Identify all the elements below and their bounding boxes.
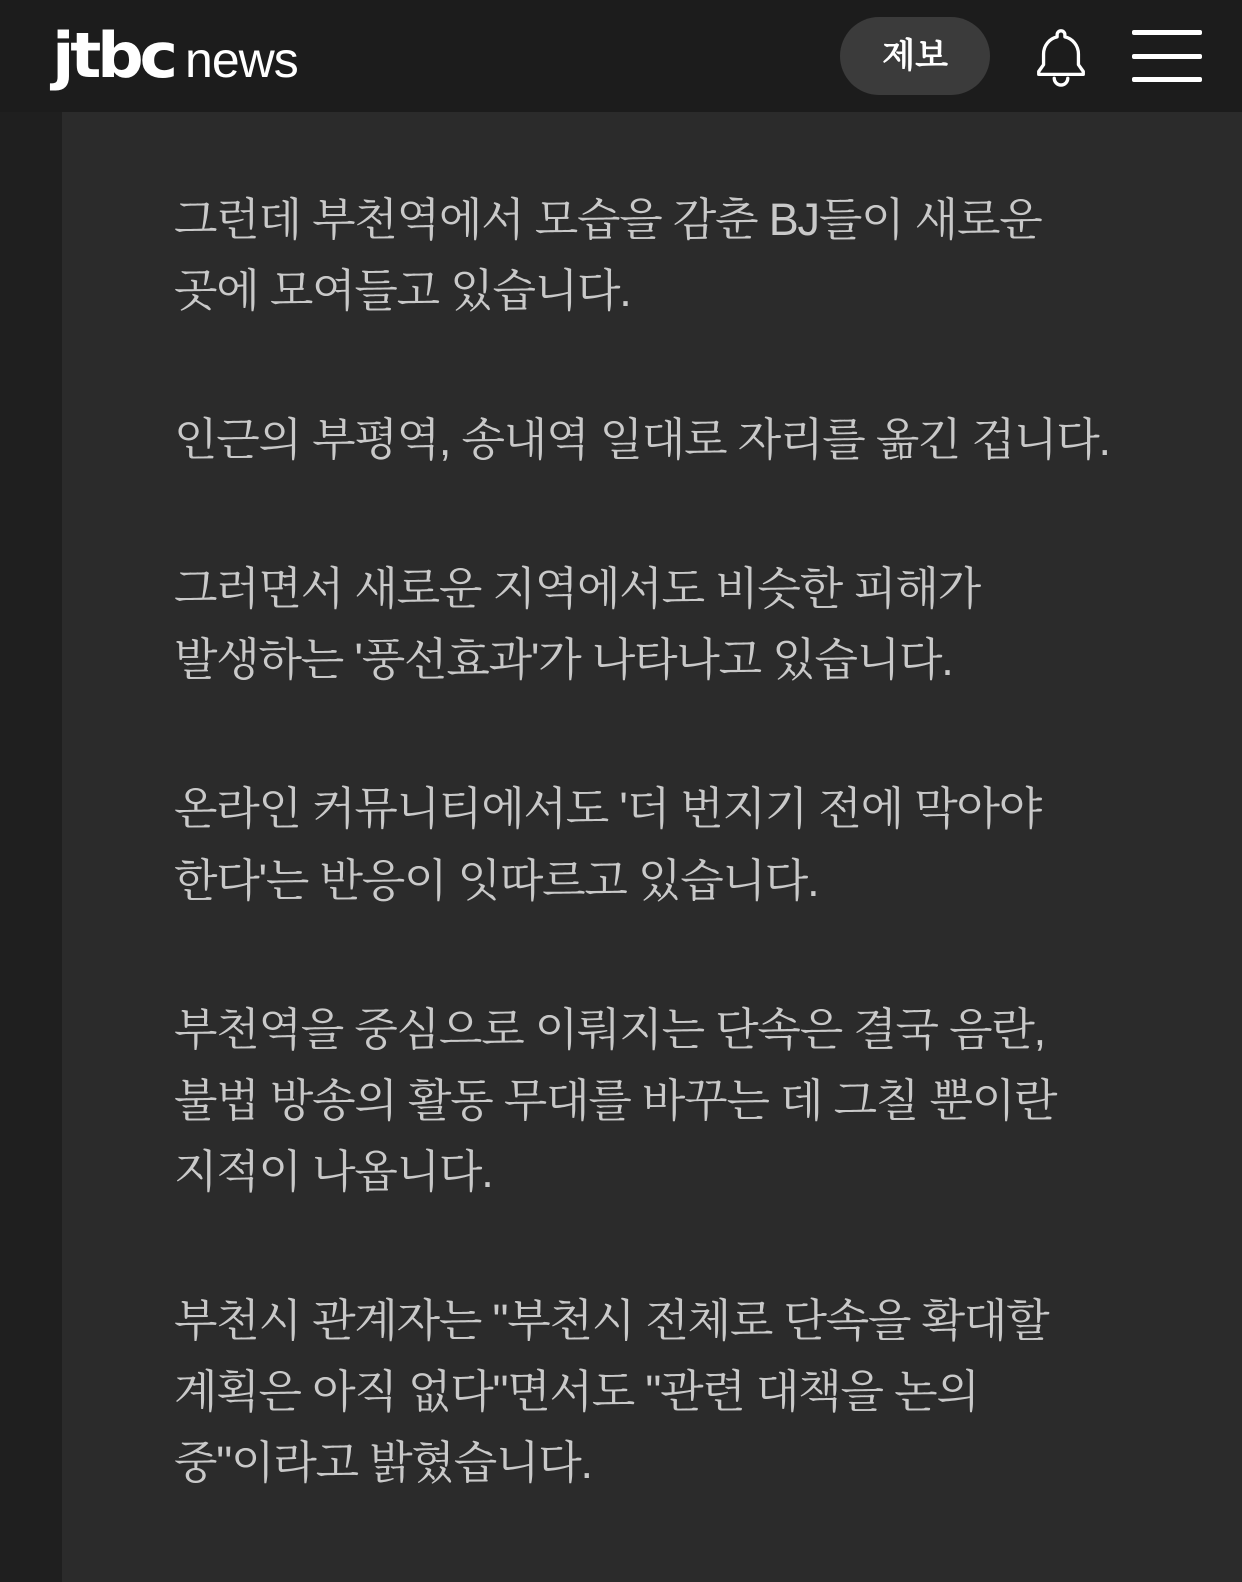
hamburger-menu-button[interactable] [1132, 30, 1202, 82]
left-gutter-bar [0, 112, 62, 1582]
article-container [0, 112, 1242, 1582]
article-paragraph: 그러면서 새로운 지역에서도 비슷한 피해가 발생하는 '풍선효과'가 나타나고 있습니다. [174, 563, 981, 686]
article-paragraph: 인근의 부평역, 송내역 일대로 자리를 옮긴 겁니다. [174, 414, 1110, 466]
site-header [0, 0, 1242, 112]
article-body [62, 112, 1242, 1582]
header-actions [840, 17, 1202, 95]
notification-bell-button[interactable] [1030, 25, 1092, 87]
article-paragraph: 부천역을 중심으로 이뤄지는 단속은 결국 음란, 불법 방송의 활동 무대를 바꾸는 데 그칠 뿐이란 지적이 나옵니다. [174, 1003, 1057, 1197]
bell-icon [1030, 25, 1092, 87]
news-logo-text: news [185, 32, 298, 88]
article-paragraph: 그런데 부천역에서 모습을 감춘 BJ들이 새로운 곳에 모여들고 있습니다. [174, 194, 1042, 317]
hamburger-menu-icon [1132, 30, 1202, 82]
report-button[interactable]: 제보 [840, 17, 990, 95]
jtbc-logo-mark: jtbc [52, 19, 174, 92]
article-paragraph: 온라인 커뮤니티에서도 '더 번지기 전에 막아야 한다'는 반응이 잇따르고 있습니다. [174, 783, 1042, 906]
jtbc-news-logo[interactable] [52, 19, 298, 92]
article-paragraph: 부천시 관계자는 "부천시 전체로 단속을 확대할 계획은 아직 없다"면서도 "관련 대책을 논의 중"이라고 밝혔습니다. [174, 1294, 1049, 1489]
